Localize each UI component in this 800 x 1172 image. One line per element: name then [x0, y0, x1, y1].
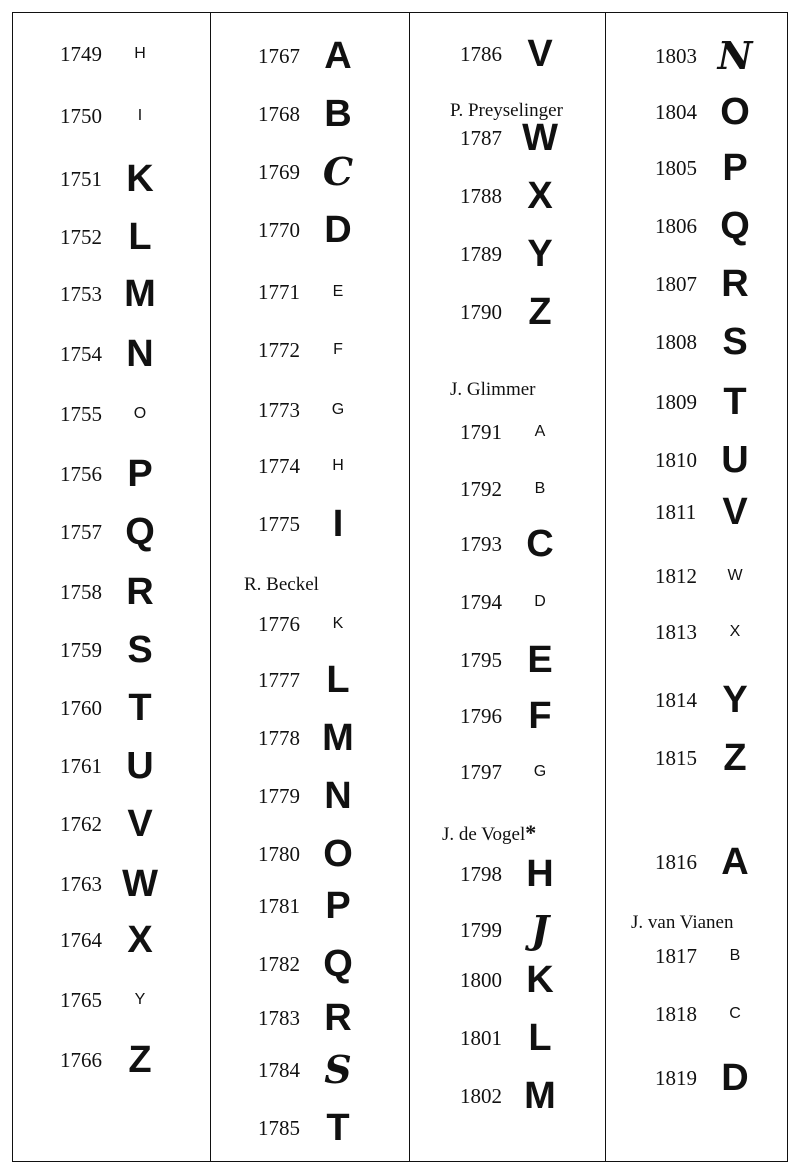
date-letter-mark: G: [533, 763, 547, 780]
date-letter-mark: Z: [528, 291, 552, 333]
year-label: 1817: [655, 943, 697, 968]
year-label: 1762: [60, 811, 102, 836]
column-divider: [210, 12, 211, 1162]
date-letter-mark: W: [727, 567, 743, 584]
date-letter-mark: R: [324, 997, 352, 1039]
year-label: 1800: [460, 967, 502, 992]
table-row: [655, 378, 755, 426]
year-label: 1784: [258, 1057, 300, 1082]
table-row: [60, 508, 160, 556]
year-label: 1754: [60, 341, 102, 366]
year-label: 1794: [460, 589, 502, 614]
year-label: 1814: [655, 687, 697, 712]
table-row: [60, 213, 160, 261]
date-letter-mark: W: [122, 863, 158, 905]
year-label: 1790: [460, 299, 502, 324]
table-row: [655, 436, 755, 484]
maker-name: [244, 574, 319, 596]
year-label: 1767: [258, 43, 300, 68]
date-letter-mark: A: [324, 35, 352, 77]
table-row: [460, 636, 560, 684]
year-label: 1777: [258, 667, 300, 692]
maker-label: P. Preyselinger: [450, 100, 563, 121]
year-label: 1753: [60, 281, 102, 306]
table-row: [258, 268, 358, 316]
date-letter-mark: A: [534, 423, 546, 440]
date-letter-mark: N: [717, 33, 753, 78]
year-label: 1803: [655, 43, 697, 68]
date-letter-mark: P: [722, 147, 748, 189]
column-divider: [605, 12, 606, 1162]
year-label: 1802: [460, 1083, 502, 1108]
year-label: 1786: [460, 41, 502, 66]
year-label: 1778: [258, 725, 300, 750]
date-letter-mark: X: [127, 919, 153, 961]
date-letter-mark: Q: [720, 205, 750, 247]
table-row: [460, 30, 560, 78]
year-label: 1815: [655, 745, 697, 770]
table-row: [460, 172, 560, 220]
date-letter-mark: I: [137, 107, 143, 124]
year-label: 1766: [60, 1047, 102, 1072]
table-row: [258, 940, 358, 988]
table-row: [460, 850, 560, 898]
year-label: 1806: [655, 213, 697, 238]
date-letter-mark: C: [729, 1005, 741, 1022]
table-row: [655, 932, 755, 980]
table-row: [258, 1046, 358, 1094]
table-row: [460, 748, 560, 796]
table-row: [258, 600, 358, 648]
table-row: [258, 882, 358, 930]
date-letter-mark: X: [527, 175, 553, 217]
table-row: [60, 30, 160, 78]
date-letter-mark: D: [534, 593, 546, 610]
table-row: [460, 288, 560, 336]
maker-label: J. de Vogel: [442, 824, 526, 845]
table-row: [258, 32, 358, 80]
date-letter-mark: E: [332, 283, 344, 300]
year-label: 1758: [60, 579, 102, 604]
year-label: 1761: [60, 753, 102, 778]
table-row: [460, 578, 560, 626]
table-row: [60, 800, 160, 848]
table-row: [460, 1014, 560, 1062]
year-label: 1756: [60, 461, 102, 486]
date-letter-mark: Q: [125, 511, 155, 553]
year-label: 1785: [258, 1115, 300, 1140]
date-letter-mark: T: [723, 381, 747, 423]
date-letter-mark: X: [729, 623, 741, 640]
table-row: [258, 206, 358, 254]
date-letter-mark: H: [134, 45, 146, 62]
date-letter-mark: N: [126, 333, 154, 375]
date-letter-mark: Q: [323, 943, 353, 985]
maker-label: R. Beckel: [244, 574, 319, 595]
table-row: [655, 202, 755, 250]
year-label: 1773: [258, 397, 300, 422]
year-label: 1813: [655, 619, 697, 644]
date-letter-mark: K: [332, 615, 344, 632]
year-label: 1757: [60, 519, 102, 544]
maker-label: J. van Vianen: [631, 912, 734, 933]
date-letter-mark: Y: [134, 991, 146, 1008]
date-letter-mark: O: [133, 405, 147, 422]
date-letter-mark: C: [526, 523, 554, 565]
table-row: [60, 976, 160, 1024]
date-letter-mark: Z: [723, 737, 747, 779]
date-letter-mark: S: [722, 321, 748, 363]
table-row: [60, 390, 160, 438]
date-letter-mark: T: [326, 1107, 350, 1149]
date-letter-mark: L: [528, 1017, 552, 1059]
date-letter-mark: P: [325, 885, 351, 927]
year-label: 1808: [655, 329, 697, 354]
date-letter-mark: H: [526, 853, 554, 895]
table-row: [655, 488, 755, 536]
date-letter-mark: V: [527, 33, 553, 75]
year-label: 1787: [460, 125, 502, 150]
table-row: [60, 860, 160, 908]
table-row: [60, 1036, 160, 1084]
date-letter-mark: M: [322, 717, 354, 759]
date-letter-mark: B: [729, 947, 741, 964]
year-label: 1801: [460, 1025, 502, 1050]
date-letter-mark: D: [721, 1057, 749, 1099]
table-row: [460, 692, 560, 740]
date-letter-mark: C: [322, 149, 354, 194]
year-label: 1749: [60, 41, 102, 66]
table-row: [655, 318, 755, 366]
table-row: [258, 500, 358, 548]
date-letter-mark: F: [528, 695, 552, 737]
table-row: [258, 326, 358, 374]
table-row: [258, 772, 358, 820]
table-row: [655, 88, 755, 136]
table-row: [60, 450, 160, 498]
date-letter-mark: E: [527, 639, 553, 681]
year-label: 1783: [258, 1005, 300, 1030]
maker-name: [442, 820, 537, 846]
date-letter-mark: S: [324, 1047, 352, 1092]
year-label: 1809: [655, 389, 697, 414]
year-label: 1797: [460, 759, 502, 784]
table-row: [655, 552, 755, 600]
year-label: 1804: [655, 99, 697, 124]
year-label: 1788: [460, 183, 502, 208]
date-letter-mark: K: [526, 959, 554, 1001]
date-letter-mark: J: [531, 907, 549, 952]
date-letter-mark: O: [720, 91, 750, 133]
year-label: 1791: [460, 419, 502, 444]
date-letter-mark: H: [332, 457, 344, 474]
date-letter-mark: G: [331, 401, 345, 418]
table-row: [655, 990, 755, 1038]
year-label: 1771: [258, 279, 300, 304]
year-label: 1799: [460, 917, 502, 942]
date-letter-mark: R: [721, 263, 749, 305]
column-divider: [409, 12, 410, 1162]
year-label: 1760: [60, 695, 102, 720]
table-row: [60, 684, 160, 732]
year-label: 1818: [655, 1001, 697, 1026]
table-row: [655, 676, 755, 724]
table-row: [258, 90, 358, 138]
table-row: [460, 465, 560, 513]
date-letter-mark: B: [534, 480, 546, 497]
year-label: 1805: [655, 155, 697, 180]
year-label: 1779: [258, 783, 300, 808]
year-label: 1796: [460, 703, 502, 728]
table-row: [655, 32, 755, 80]
date-letter-mark: D: [324, 209, 352, 251]
date-letter-mark: P: [127, 453, 153, 495]
year-label: 1769: [258, 159, 300, 184]
table-row: [258, 994, 358, 1042]
table-row: [258, 714, 358, 762]
table-row: [60, 626, 160, 674]
table-row: [60, 742, 160, 790]
table-row: [460, 520, 560, 568]
table-row: [60, 270, 160, 318]
year-label: 1768: [258, 101, 300, 126]
date-letter-mark: O: [323, 833, 353, 875]
table-row: [258, 1104, 358, 1152]
year-label: 1770: [258, 217, 300, 242]
date-letter-mark: M: [124, 273, 156, 315]
year-label: 1763: [60, 871, 102, 896]
year-label: 1750: [60, 103, 102, 128]
table-row: [258, 442, 358, 490]
date-letter-mark: Y: [722, 679, 748, 721]
table-row: [460, 230, 560, 278]
year-label: 1772: [258, 337, 300, 362]
date-letter-mark: W: [522, 117, 558, 159]
year-label: 1775: [258, 511, 300, 536]
year-label: 1765: [60, 987, 102, 1012]
year-label: 1798: [460, 861, 502, 886]
date-letter-mark: K: [126, 158, 154, 200]
year-label: 1789: [460, 241, 502, 266]
year-label: 1752: [60, 224, 102, 249]
year-label: 1780: [258, 841, 300, 866]
table-row: [655, 608, 755, 656]
table-row: [655, 734, 755, 782]
date-letter-mark: U: [721, 439, 749, 481]
year-label: 1751: [60, 166, 102, 191]
year-label: 1812: [655, 563, 697, 588]
maker-name: [631, 912, 733, 934]
date-letter-mark: L: [326, 659, 350, 701]
year-label: 1810: [655, 447, 697, 472]
table-row: [258, 830, 358, 878]
year-label: 1764: [60, 927, 102, 952]
table-row: [655, 260, 755, 308]
table-row: [655, 838, 755, 886]
year-label: 1793: [460, 531, 502, 556]
date-letter-mark: S: [127, 629, 153, 671]
date-letter-mark: I: [332, 503, 344, 545]
table-row: [60, 92, 160, 140]
date-letter-mark: Y: [527, 233, 553, 275]
table-row: [258, 148, 358, 196]
maker-name: [450, 379, 536, 401]
year-label: 1781: [258, 893, 300, 918]
table-row: [60, 155, 160, 203]
date-letter-mark: F: [333, 341, 343, 358]
date-letter-mark: B: [324, 93, 352, 135]
year-label: 1774: [258, 453, 300, 478]
date-letter-mark: R: [126, 571, 154, 613]
table-row: [60, 568, 160, 616]
table-row: [460, 956, 560, 1004]
date-letter-mark: L: [128, 216, 152, 258]
date-letter-mark: M: [524, 1075, 556, 1117]
year-label: 1807: [655, 271, 697, 296]
year-label: 1776: [258, 611, 300, 636]
date-letter-mark: T: [128, 687, 152, 729]
year-label: 1792: [460, 476, 502, 501]
table-row: [258, 656, 358, 704]
table-row: [460, 1072, 560, 1120]
table-row: [258, 386, 358, 434]
year-label: 1795: [460, 647, 502, 672]
table-row: [460, 408, 560, 456]
year-label: 1811: [655, 499, 697, 524]
table-row: [655, 1054, 755, 1102]
table-row: [460, 114, 560, 162]
maker-label: J. Glimmer: [450, 379, 536, 400]
date-letter-mark: Z: [128, 1039, 152, 1081]
year-label: 1759: [60, 637, 102, 662]
date-letter-mark: N: [324, 775, 352, 817]
year-label: 1819: [655, 1065, 697, 1090]
table-row: [655, 144, 755, 192]
table-row: [460, 906, 560, 954]
year-label: 1816: [655, 849, 697, 874]
table-row: [60, 330, 160, 378]
date-letter-mark: V: [127, 803, 153, 845]
year-label: 1782: [258, 951, 300, 976]
date-letter-mark: U: [126, 745, 154, 787]
year-label: 1755: [60, 401, 102, 426]
footnote-marker: *: [525, 820, 537, 845]
date-letter-mark: V: [722, 491, 748, 533]
date-letter-mark: A: [721, 841, 749, 883]
table-row: [60, 916, 160, 964]
